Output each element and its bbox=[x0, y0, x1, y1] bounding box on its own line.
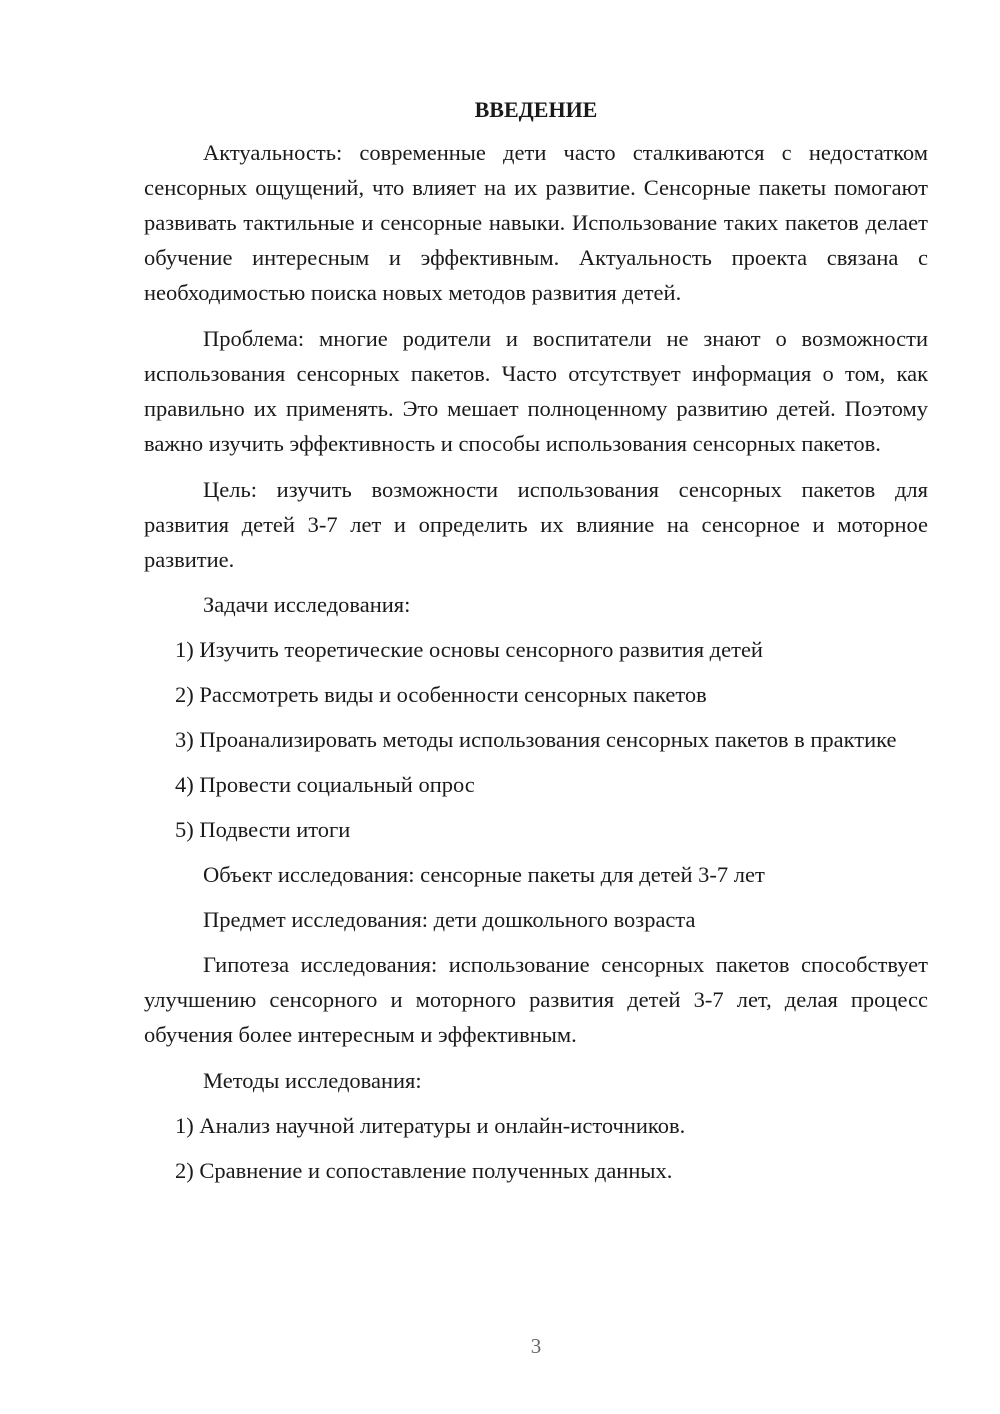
paragraph-relevance: Актуальность: современные дети часто сталкиваются с недостатком сенсорных ощущений, что влияет на их развитие. Сенсорные пакеты помогают развивать тактильные и сенсорные навыки. Использование таких пакетов делает обучение интересным и эффективным. Актуальность проекта связана с необходимостью поиска новых методов развития детей. bbox=[144, 140, 928, 305]
tasks-heading: Задачи исследования: bbox=[203, 592, 411, 617]
paragraph-subject: Предмет исследования: дети дошкольного возраста bbox=[203, 907, 696, 932]
task-item-3: 3) Проанализировать методы использования сенсорных пакетов в практике bbox=[175, 727, 897, 752]
paragraph-problem: Проблема: многие родители и воспитатели не знают о возможности использования сенсорных пакетов. Часто отсутствует информация о том, как правильно их применять. Это мешает полноценному развитию детей. Поэтому важно изучить эффективность и способы использования сенсорных пакетов. bbox=[144, 326, 928, 456]
task-item-1: 1) Изучить теоретические основы сенсорного развития детей bbox=[175, 637, 763, 662]
page-content bbox=[144, 92, 928, 1188]
task-item-5: 5) Подвести итоги bbox=[175, 817, 351, 842]
page-number: 3 bbox=[530, 1334, 542, 1358]
methods-heading: Методы исследования: bbox=[203, 1068, 422, 1093]
paragraph-hypothesis: Гипотеза исследования: использование сенсорных пакетов способствует улучшению сенсорного и моторного развития детей 3-7 лет, делая процесс обучения более интересным и эффективным. bbox=[144, 952, 928, 1047]
method-item-2: 2) Сравнение и сопоставление полученных данных. bbox=[175, 1158, 673, 1183]
paragraph-goal: Цель: изучить возможности использования сенсорных пакетов для развития детей 3-7 лет и определить их влияние на сенсорное и моторное развитие. bbox=[144, 477, 928, 572]
page-title: ВВЕДЕНИЕ bbox=[474, 97, 598, 122]
task-item-4: 4) Провести социальный опрос bbox=[175, 772, 475, 797]
paragraph-object: Объект исследования: сенсорные пакеты для детей 3-7 лет bbox=[203, 862, 765, 887]
method-item-1: 1) Анализ научной литературы и онлайн-источников. bbox=[175, 1113, 686, 1138]
task-item-2: 2) Рассмотреть виды и особенности сенсорных пакетов bbox=[175, 682, 707, 707]
